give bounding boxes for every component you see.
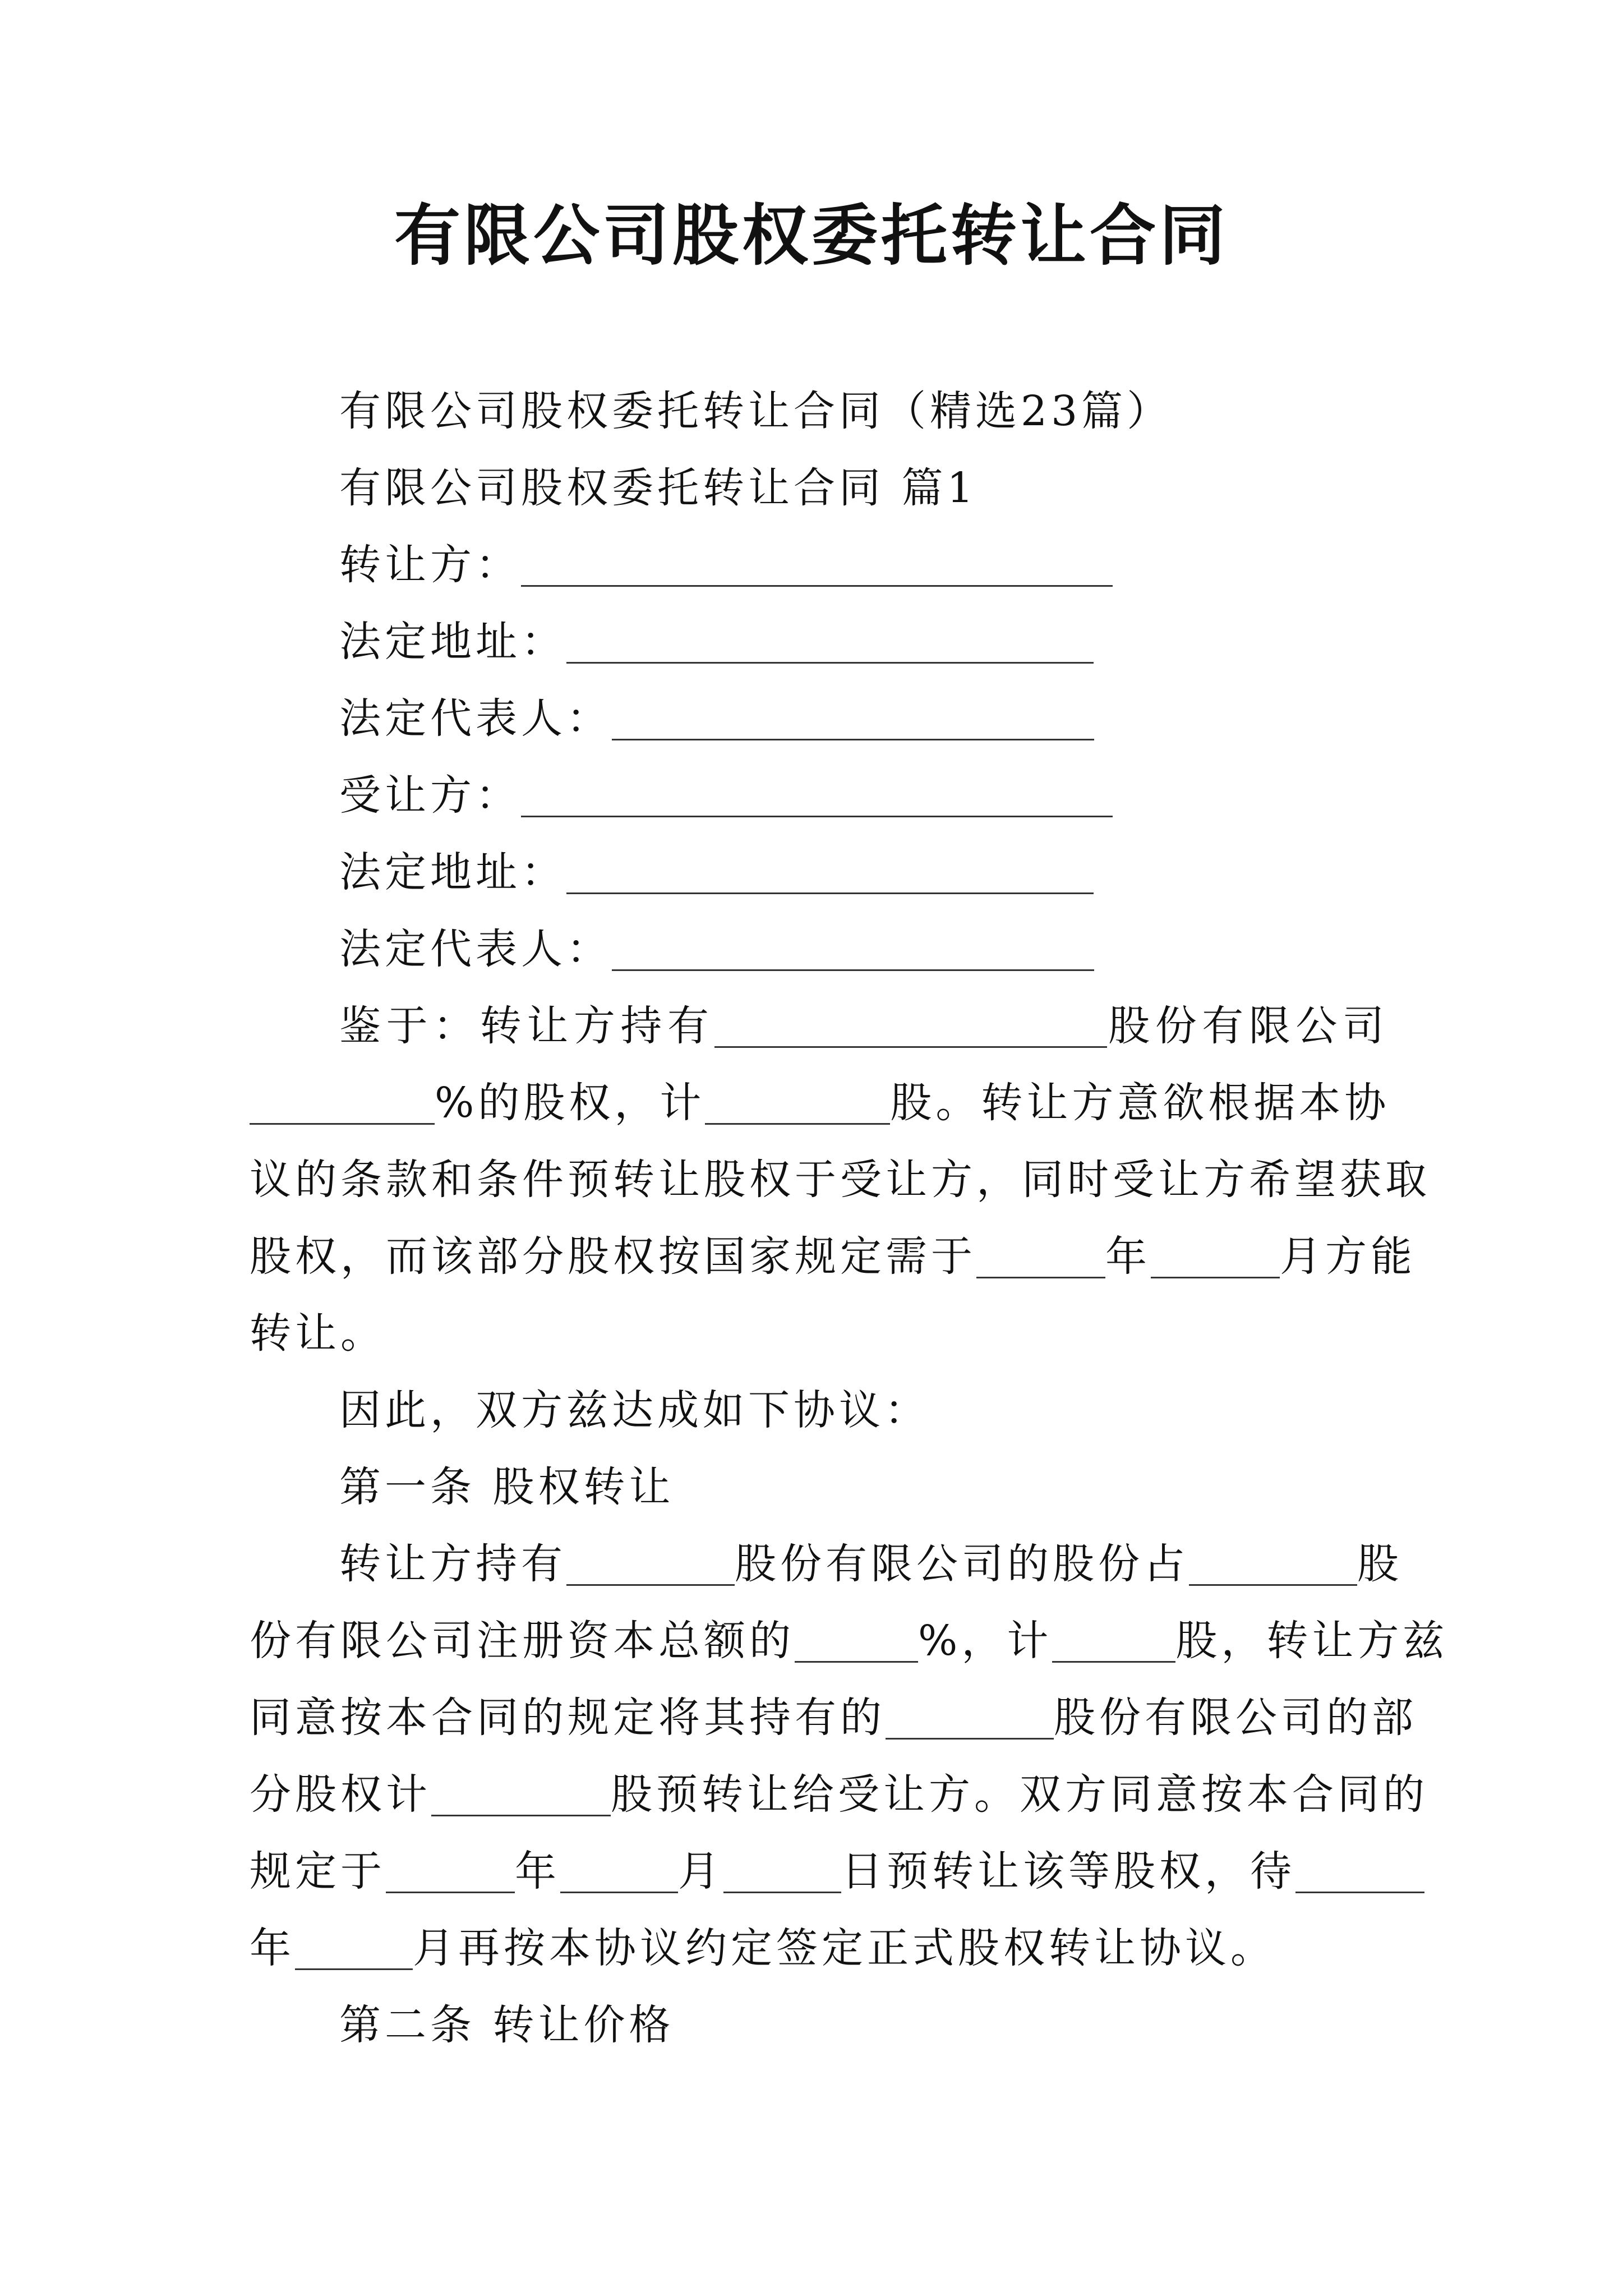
article-1-line-6 [250,1910,1388,1987]
transferor-rep-blank[interactable] [612,694,1094,740]
recital-text: 年 [1105,1232,1151,1281]
transferor-line [250,527,1388,604]
recital-text: %的股权，计 [435,1079,706,1127]
article-text: 日预转让该等股权，待 [841,1847,1295,1895]
recital-text: 鉴于：转让方持有 [339,1002,714,1050]
article-text: %，计 [918,1617,1053,1665]
share-count-blank[interactable] [1052,1616,1175,1663]
article-text: 分股权计 [250,1770,431,1819]
article-text: 月再按本协议约定签定正式股权转让协议。 [413,1924,1276,1972]
article-text: 股 [1357,1540,1403,1588]
month-blank[interactable] [560,1847,678,1893]
transferee-line [250,757,1388,834]
article-1-line-5 [250,1833,1388,1910]
article-text: 月 [678,1847,723,1895]
recital-line-2 [250,1065,1388,1142]
transferee-address-blank[interactable] [566,848,1094,894]
percentage-blank[interactable] [250,1078,435,1125]
article-2-heading: 第二条 转让价格 [339,2001,675,2049]
agreement-intro: 因此，双方兹达成如下协议： [339,1386,930,1434]
month-blank[interactable] [295,1924,413,1970]
document-subtitle: 有限公司股权委托转让合同（精选23篇） [339,387,1173,435]
share-count-blank[interactable] [705,1078,890,1125]
company-name-blank[interactable] [886,1693,1054,1740]
transferee-rep-label: 法定代表人： [339,925,612,973]
article-text: 份有限公司注册资本总额的 [250,1617,795,1665]
day-blank[interactable] [723,1847,841,1893]
recital-text: 股权，而该部分股权按国家规定需于 [250,1232,976,1281]
transferor-address-label: 法定地址： [339,618,566,666]
transferor-address-blank[interactable] [566,617,1094,664]
year-blank[interactable] [976,1232,1105,1278]
transferor-rep-line [250,680,1388,757]
recital-line-4 [250,1218,1416,1295]
article-text: 年 [250,1924,295,1972]
recital-text: 股份有限公司 [1106,1002,1389,1050]
article-1-line-1 [250,1526,1403,1603]
transferor-blank[interactable] [521,540,1113,587]
transferee-rep-line [250,911,1388,988]
article-text: 年 [515,1847,560,1895]
recital-line-5: 转让。 [250,1309,386,1358]
article-text: 规定于 [250,1847,386,1895]
transferee-blank[interactable] [521,771,1113,817]
percentage-blank[interactable] [795,1616,918,1663]
document-body [250,373,1449,2064]
article-1-line-3 [250,1680,1417,1756]
recital-line-1 [250,988,1388,1065]
transferee-address-line [250,834,1388,911]
company-name-blank[interactable] [714,1001,1107,1048]
year-blank[interactable] [386,1847,515,1893]
share-count-blank[interactable] [431,1770,611,1816]
recital-text: 股。转让方意欲根据本协 [890,1079,1390,1127]
company-name-blank[interactable] [566,1539,735,1586]
article-1-line-4 [250,1756,1428,1833]
transferor-label: 转让方： [339,541,521,589]
transferor-rep-label: 法定代表人： [339,694,612,743]
section-heading: 有限公司股权委托转让合同 篇1 [339,464,978,512]
recital-text: 月方能 [1280,1232,1416,1281]
year-blank[interactable] [1295,1847,1424,1893]
transferee-label: 受让方： [339,771,521,820]
article-text: 同意按本合同的规定将其持有的 [250,1694,886,1742]
article-1-line-2 [250,1603,1449,1680]
month-blank[interactable] [1151,1232,1280,1278]
article-text: 股预转让给受让方。双方同意按本合同的 [611,1770,1428,1819]
transferee-address-label: 法定地址： [339,848,566,896]
recital-line-3: 议的条款和条件预转让股权于受让方，同时受让方希望获取 [250,1156,1431,1204]
article-text: 股，转让方兹 [1175,1617,1449,1665]
article-text: 股份有限公司的股份占 [735,1540,1189,1588]
article-1-heading: 第一条 股权转让 [339,1463,675,1511]
article-text: 股份有限公司的部 [1054,1694,1417,1742]
document-title: 有限公司股权委托转让合同 [394,196,1229,274]
article-text: 转让方持有 [339,1540,566,1588]
transferee-rep-blank[interactable] [612,924,1094,971]
transferor-address-line [250,604,1388,680]
company-name-blank[interactable] [1189,1539,1357,1586]
